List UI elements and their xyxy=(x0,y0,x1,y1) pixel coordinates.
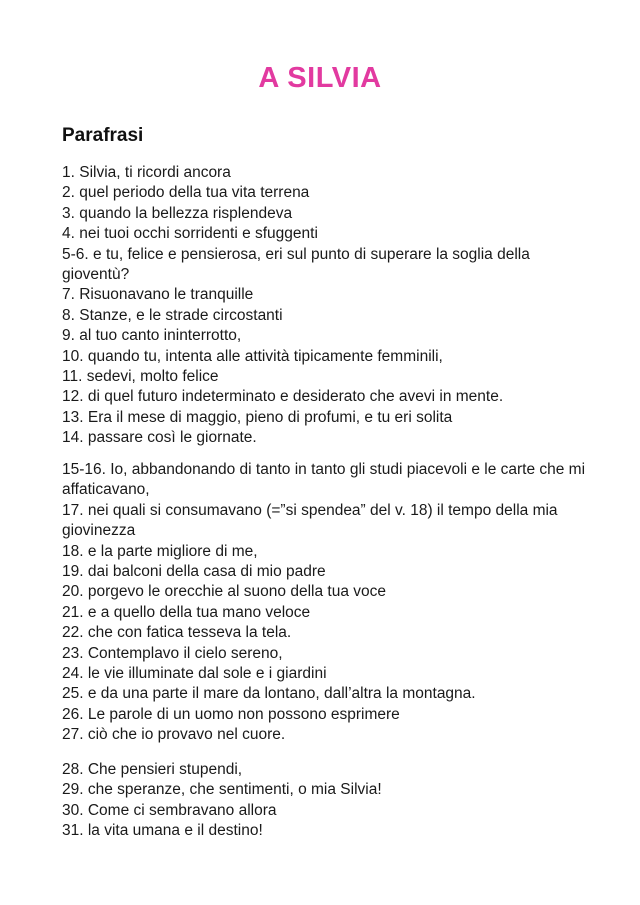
paraphrase-line: 24. le vie illuminate dal sole e i giardini xyxy=(62,665,327,683)
paraphrase-line: 1. Silvia, ti ricordi ancora xyxy=(62,164,231,181)
paraphrase-line: 21. e a quello della tua mano veloce xyxy=(62,603,311,621)
paraphrase-line: 27. ciò che io provavo nel cuore. xyxy=(62,726,286,744)
paraphrase-line: 19. dai balconi della casa di mio padre xyxy=(62,563,326,581)
paraphrase-line: 30. Come ci sembravano allora xyxy=(62,801,277,819)
paraphrase-line: 29. che speranze, che sentimenti, o mia Silvia! xyxy=(62,781,382,799)
paraphrase-line: 18. e la parte migliore di me, xyxy=(62,542,258,560)
stanza-3 xyxy=(62,760,592,842)
poem-title: A SILVIA xyxy=(258,62,382,94)
paraphrase-line: 9. al tuo canto ininterrotto, xyxy=(62,327,242,345)
paraphrase-line: 22. che con fatica tesseva la tela. xyxy=(62,624,292,642)
paraphrase-line: 13. Era il mese di maggio, pieno di profumi, e tu eri solita xyxy=(62,408,453,426)
paraphrase-line: 12. di quel futuro indeterminato e desiderato che avevi in mente. xyxy=(62,388,504,406)
paraphrase-line: 14. passare così le giornate. xyxy=(62,429,257,447)
paraphrase-line: 31. la vita umana e il destino! xyxy=(62,822,263,840)
stanza-2 xyxy=(62,460,592,746)
paraphrase-line: 15-16. Io, abbandonando di tanto in tanto gli studi piacevoli e le carte che mi affaticavano, xyxy=(62,461,586,499)
paraphrase-line: 10. quando tu, intenta alle attività tipicamente femminili, xyxy=(62,347,443,365)
paraphrase-line: 26. Le parole di un uomo non possono esprimere xyxy=(62,705,400,723)
stanza-1 xyxy=(62,163,592,449)
paraphrase-line: 5-6. e tu, felice e pensierosa, eri sul punto di superare la soglia della gioventù? xyxy=(62,245,530,284)
paraphrase-line: 23. Contemplavo il cielo sereno, xyxy=(62,644,283,662)
paraphrase-line: 20. porgevo le orecchie al suono della tua voce xyxy=(62,583,386,601)
section-heading: Parafrasi xyxy=(62,125,144,146)
paraphrase-line: 25. e da una parte il mare da lontano, dall’altra la montagna. xyxy=(62,685,476,703)
paraphrase-line: 7. Risuonavano le tranquille xyxy=(62,286,254,304)
paraphrase-line: 2. quel periodo della tua vita terrena xyxy=(62,184,310,202)
paraphrase-line: 4. nei tuoi occhi sorridenti e sfuggenti xyxy=(62,225,318,243)
paraphrase-line: 28. Che pensieri stupendi, xyxy=(62,761,243,778)
paraphrase-line: 17. nei quali si consumavano (=”si spendea” del v. 18) il tempo della mia giovinezza xyxy=(62,501,558,540)
paraphrase-line: 11. sedevi, molto felice xyxy=(62,368,219,386)
paraphrase-line: 3. quando la bellezza risplendeva xyxy=(62,204,293,222)
paraphrase-line: 8. Stanze, e le strade circostanti xyxy=(62,306,283,324)
